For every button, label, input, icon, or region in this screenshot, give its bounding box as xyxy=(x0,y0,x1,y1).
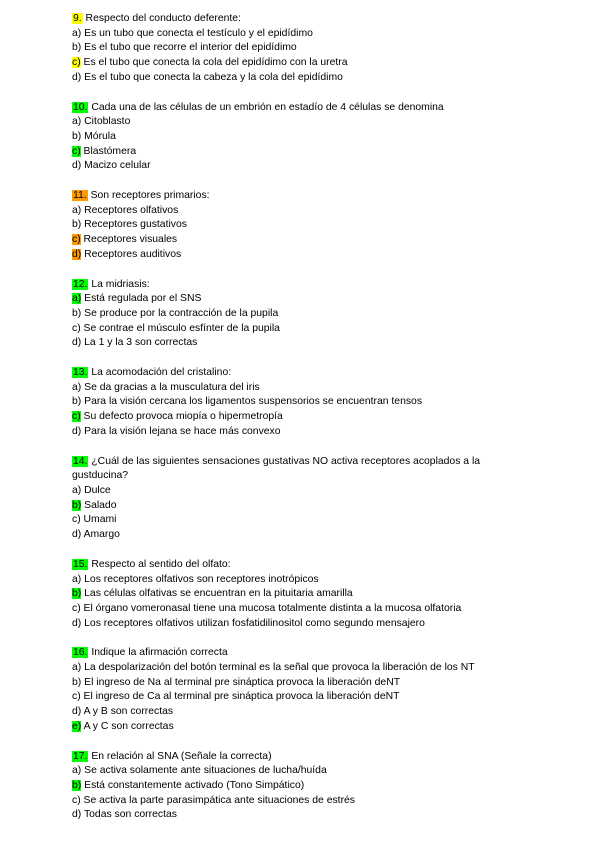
option-letter: a) xyxy=(72,116,82,128)
option-letter: a) xyxy=(72,293,82,305)
option-text: Blastómera xyxy=(80,145,137,157)
option-text: Es el tubo que conecta la cola del epidídimo con la uretra xyxy=(80,57,348,69)
question-block xyxy=(72,646,532,734)
answer-option xyxy=(72,617,532,632)
option-text: La despolarización del botón terminal es la señal que provoca la liberación de los NT xyxy=(81,662,475,674)
option-letter: a) xyxy=(72,381,82,393)
option-text: A y C son correctas xyxy=(81,720,174,732)
question-block xyxy=(72,101,532,175)
answer-option xyxy=(72,71,532,86)
option-letter: a) xyxy=(72,573,82,585)
answer-option xyxy=(72,218,532,233)
answer-option xyxy=(72,395,532,410)
option-letter: a) xyxy=(72,662,82,674)
question-number: 11. xyxy=(73,190,87,202)
answer-option xyxy=(72,528,532,543)
option-text: Receptores auditivos xyxy=(81,248,182,260)
question-stem xyxy=(72,455,532,484)
option-text: Se da gracias a la musculatura del iris xyxy=(81,381,260,393)
option-letter: c) xyxy=(72,145,81,157)
option-text: Receptores gustativos xyxy=(81,219,187,231)
answer-option xyxy=(72,764,532,779)
answer-option xyxy=(72,690,532,705)
option-text: Se activa la parte parasimpática ante situaciones de estrés xyxy=(80,794,356,806)
answer-option xyxy=(72,159,532,174)
option-text: Los receptores olfativos son receptores inotrópicos xyxy=(81,573,319,585)
option-text: Citoblasto xyxy=(81,116,131,128)
option-letter: d) xyxy=(72,529,82,541)
question-text: La midriasis: xyxy=(88,278,150,290)
answer-option xyxy=(72,56,532,71)
question-stem xyxy=(72,646,532,661)
answer-option xyxy=(72,292,532,307)
option-letter: c) xyxy=(72,411,81,423)
answer-option xyxy=(72,336,532,351)
option-text: Amargo xyxy=(81,529,120,541)
question-text: Cada una de las células de un embrión en estadío de 4 células se denomina xyxy=(88,101,444,113)
option-text: Los receptores olfativos utilizan fosfatidilinositol como segundo mensajero xyxy=(81,617,425,629)
option-text: Receptores visuales xyxy=(80,234,178,246)
answer-option xyxy=(72,130,532,145)
option-text: Su defecto provoca miopía o hipermetropía xyxy=(80,411,283,423)
question-stem xyxy=(72,558,532,573)
question-text: ¿Cuál de las siguientes sensaciones gustativas NO activa receptores acoplados a la gustducina? xyxy=(72,455,481,482)
option-letter: b) xyxy=(72,779,82,791)
option-letter: e) xyxy=(72,720,82,732)
option-text: Es el tubo que conecta la cabeza y la cola del epidídimo xyxy=(81,71,343,83)
option-text: Para la visión cercana los ligamentos suspensorios se encuentran tensos xyxy=(81,396,423,408)
answer-option xyxy=(72,794,532,809)
exam-page xyxy=(72,12,532,838)
option-letter: c) xyxy=(72,602,81,614)
answer-option xyxy=(72,499,532,514)
option-text: Se produce por la contracción de la pupila xyxy=(81,307,279,319)
question-text: La acomodación del cristalino: xyxy=(88,367,232,379)
question-number: 10. xyxy=(73,101,88,113)
answer-option xyxy=(72,204,532,219)
question-text: Son receptores primarios: xyxy=(87,190,210,202)
question-stem xyxy=(72,189,532,204)
option-letter: c) xyxy=(72,234,81,246)
option-text: Macizo celular xyxy=(81,160,151,172)
option-text: Receptores olfativos xyxy=(81,204,179,216)
answer-option xyxy=(72,322,532,337)
option-letter: a) xyxy=(72,765,82,777)
option-letter: b) xyxy=(72,676,82,688)
answer-option xyxy=(72,425,532,440)
option-text: Se contrae el músculo esfínter de la pupila xyxy=(80,322,280,334)
answer-option xyxy=(72,307,532,322)
question-block xyxy=(72,558,532,632)
option-text: El ingreso de Ca al terminal pre sináptica provoca la liberación deNT xyxy=(80,691,400,703)
option-letter: b) xyxy=(72,42,82,54)
question-number: 15. xyxy=(73,558,88,570)
option-text: Todas son correctas xyxy=(81,809,177,821)
option-letter: a) xyxy=(72,27,82,39)
answer-option xyxy=(72,808,532,823)
answer-option xyxy=(72,720,532,735)
answer-option xyxy=(72,248,532,263)
answer-option xyxy=(72,145,532,160)
answer-option xyxy=(72,661,532,676)
question-number: 9. xyxy=(73,13,82,24)
question-block xyxy=(72,750,532,824)
question-number: 14. xyxy=(73,455,88,467)
option-letter: d) xyxy=(72,248,82,260)
answer-option xyxy=(72,602,532,617)
option-letter: c) xyxy=(72,322,81,334)
option-letter: b) xyxy=(72,307,82,319)
question-stem xyxy=(72,750,532,765)
option-letter: c) xyxy=(72,514,81,526)
question-stem xyxy=(72,278,532,293)
question-text: Indique la afirmación correcta xyxy=(88,647,228,659)
option-letter: b) xyxy=(72,130,82,142)
option-text: Se activa solamente ante situaciones de lucha/huída xyxy=(81,765,327,777)
option-letter: b) xyxy=(72,219,82,231)
answer-option xyxy=(72,779,532,794)
option-text: Es un tubo que conecta el testículo y el epidídimo xyxy=(81,27,313,39)
question-block xyxy=(72,366,532,440)
option-letter: d) xyxy=(72,706,82,718)
question-list xyxy=(72,12,532,823)
option-letter: c) xyxy=(72,794,81,806)
option-text: Está regulada por el SNS xyxy=(81,293,202,305)
option-text: Dulce xyxy=(81,484,111,496)
answer-option xyxy=(72,410,532,425)
question-block xyxy=(72,455,532,543)
option-text: Es el tubo que recorre el interior del epidídimo xyxy=(81,42,297,54)
question-stem xyxy=(72,366,532,381)
answer-option xyxy=(72,513,532,528)
option-letter: a) xyxy=(72,484,82,496)
answer-option xyxy=(72,587,532,602)
option-letter: c) xyxy=(72,691,81,703)
question-number: 16. xyxy=(73,647,88,659)
option-letter: d) xyxy=(72,71,82,83)
question-number: 12. xyxy=(73,278,88,290)
answer-option xyxy=(72,676,532,691)
question-stem xyxy=(72,12,532,27)
option-letter: d) xyxy=(72,337,82,349)
option-text: Las células olfativas se encuentran en la pituitaria amarilla xyxy=(81,588,353,600)
question-text: Respecto al sentido del olfato: xyxy=(88,558,231,570)
question-block xyxy=(72,12,532,86)
option-text: Mórula xyxy=(81,130,116,142)
answer-option xyxy=(72,233,532,248)
option-letter: d) xyxy=(72,809,82,821)
option-text: Para la visión lejana se hace más convexo xyxy=(81,425,281,437)
option-letter: b) xyxy=(72,396,82,408)
option-letter: d) xyxy=(72,425,82,437)
option-text: La 1 y la 3 son correctas xyxy=(81,337,198,349)
answer-option xyxy=(72,573,532,588)
option-letter: b) xyxy=(72,588,82,600)
question-stem xyxy=(72,101,532,116)
question-block xyxy=(72,278,532,352)
answer-option xyxy=(72,115,532,130)
option-letter: c) xyxy=(72,57,81,69)
answer-option xyxy=(72,705,532,720)
option-text: Está constantemente activado (Tono Simpático) xyxy=(81,779,305,791)
question-number: 13. xyxy=(73,367,88,379)
option-letter: b) xyxy=(72,499,82,511)
answer-option xyxy=(72,484,532,499)
question-text: En relación al SNA (Señale la correcta) xyxy=(88,750,272,762)
option-text: El ingreso de Na al terminal pre sináptica provoca la liberación deNT xyxy=(81,676,401,688)
option-letter: d) xyxy=(72,160,82,172)
option-letter: d) xyxy=(72,617,82,629)
question-number: 17. xyxy=(73,750,88,762)
question-text: Respecto del conducto deferente: xyxy=(82,13,241,24)
answer-option xyxy=(72,41,532,56)
option-text: A y B son correctas xyxy=(81,706,174,718)
option-text: Umami xyxy=(80,514,117,526)
option-text: Salado xyxy=(81,499,117,511)
option-letter: a) xyxy=(72,204,82,216)
option-text: El órgano vomeronasal tiene una mucosa totalmente distinta a la mucosa olfatoria xyxy=(80,602,462,614)
question-block xyxy=(72,189,532,263)
answer-option xyxy=(72,27,532,42)
answer-option xyxy=(72,381,532,396)
